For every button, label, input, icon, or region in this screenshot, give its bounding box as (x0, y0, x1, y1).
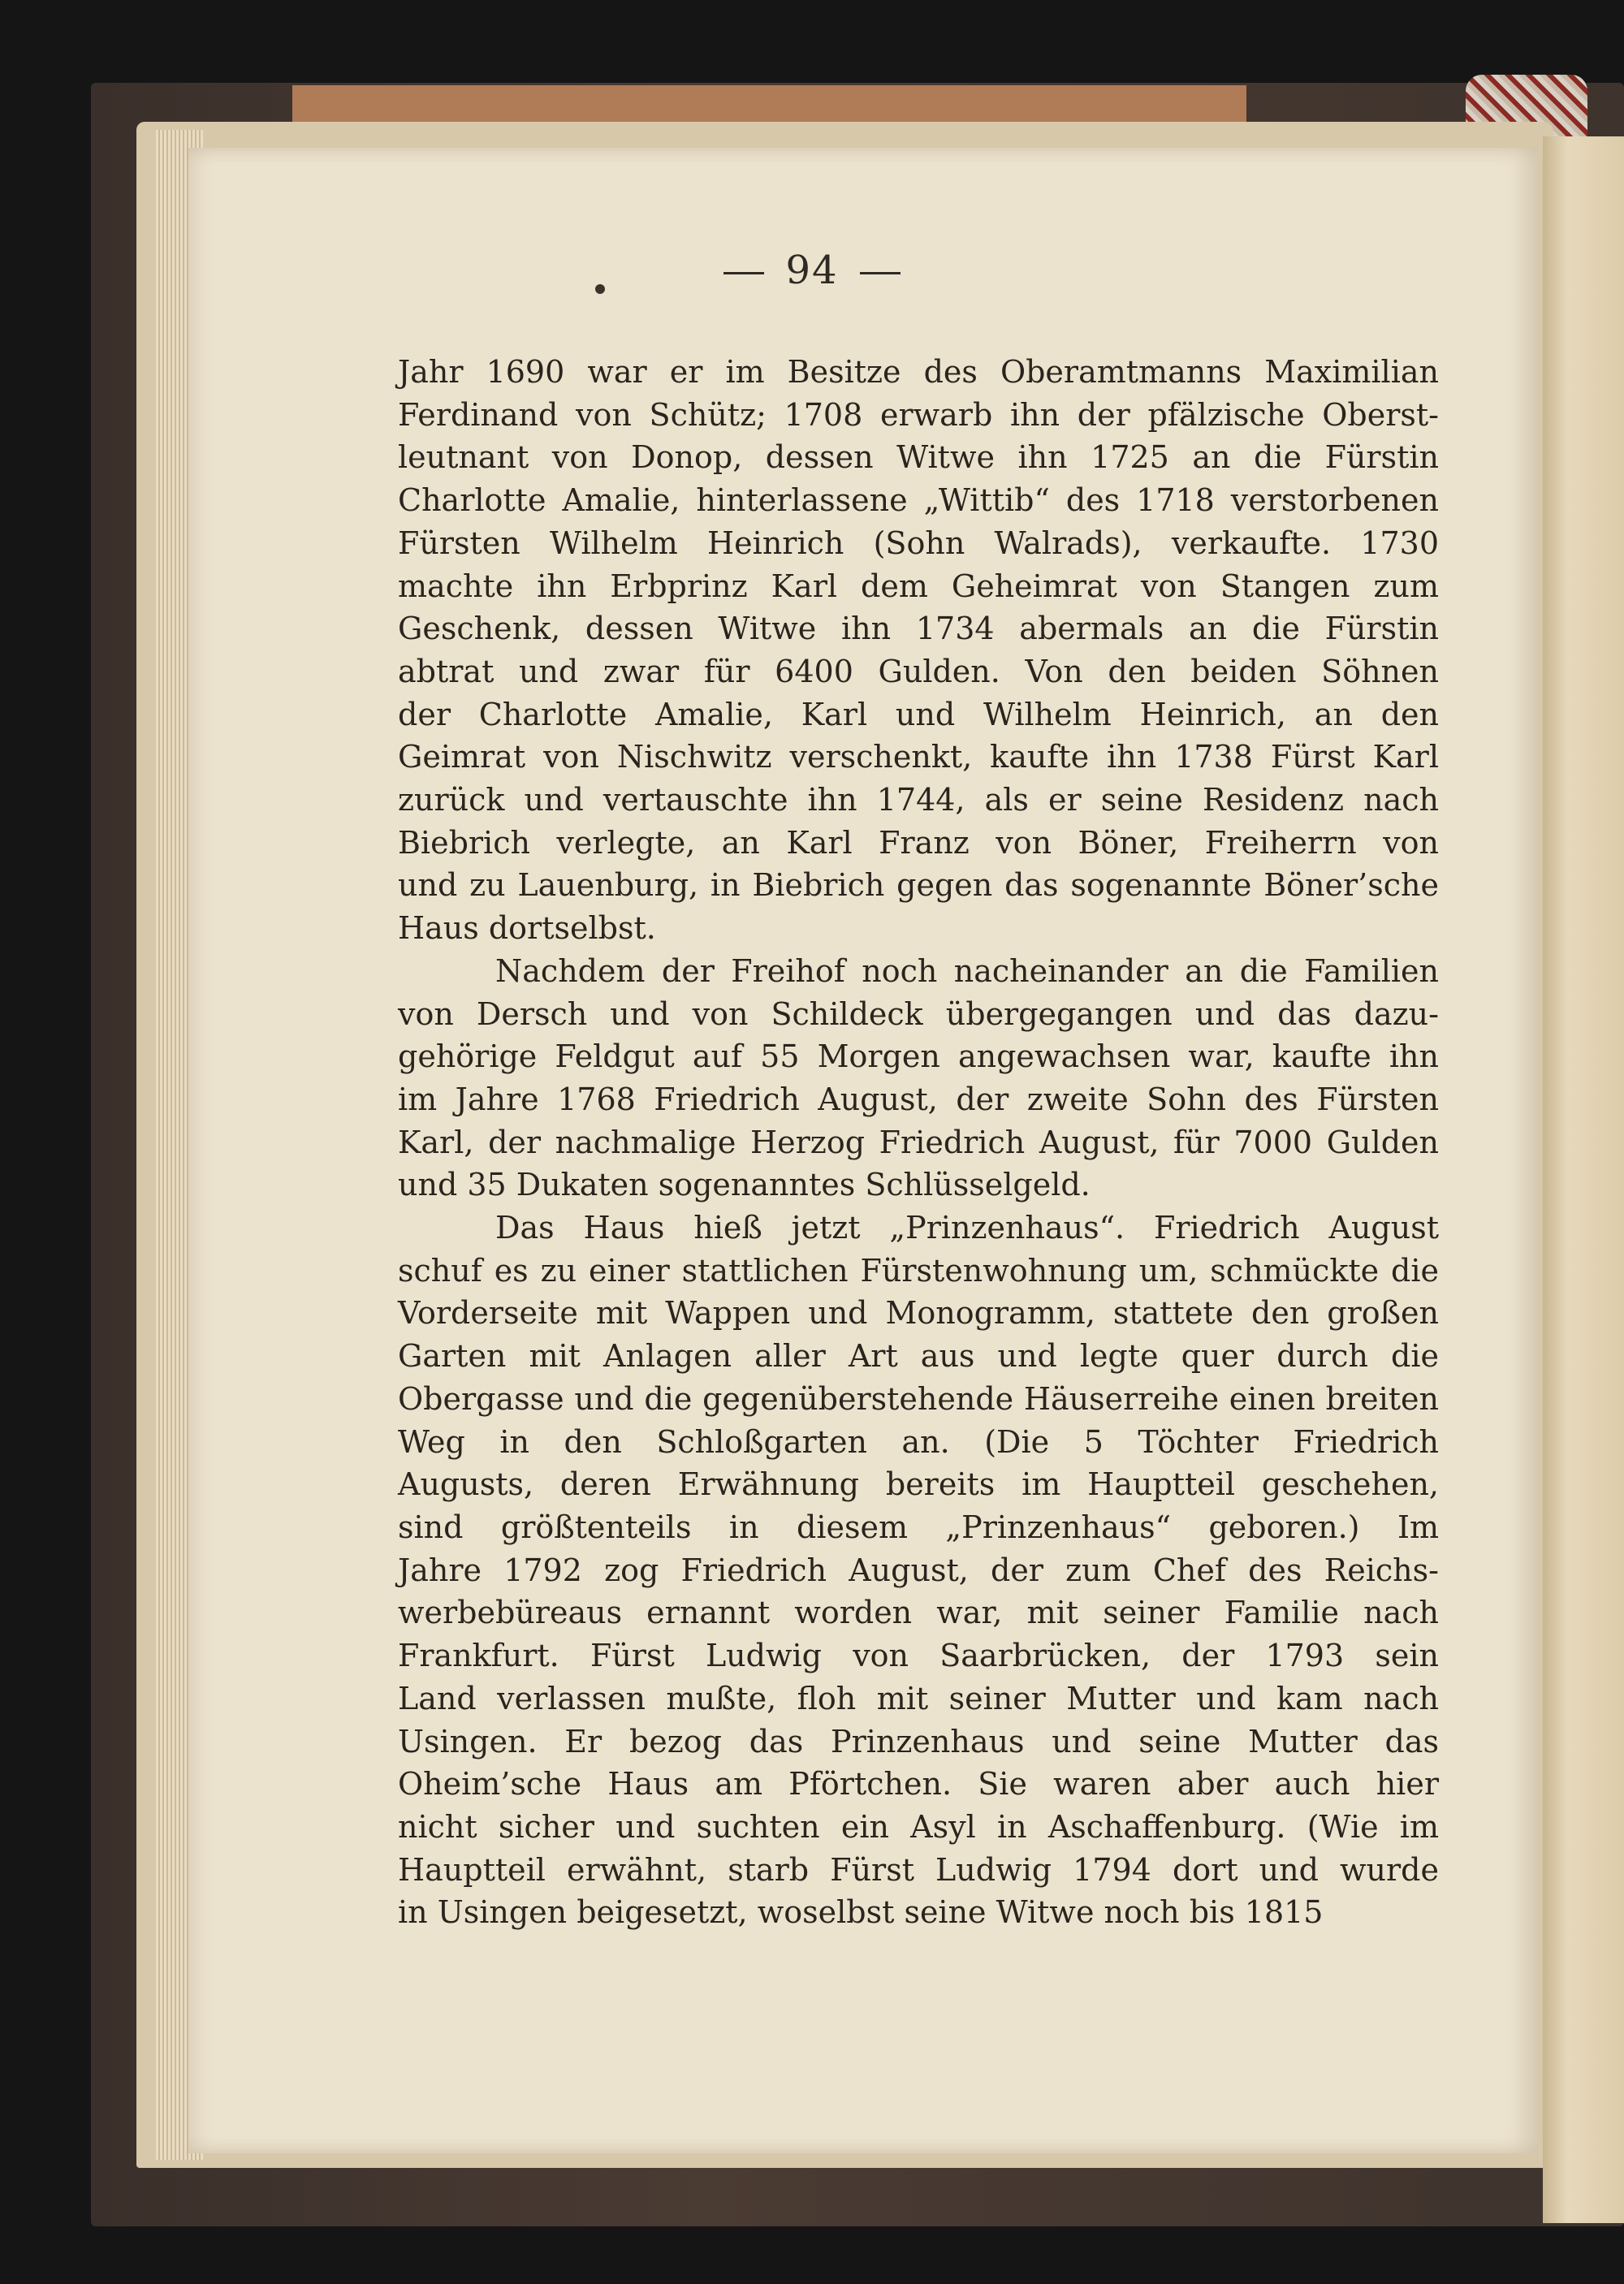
text-line: machte ihn Erbprinz Karl dem Geheimrat von Stangen zum (398, 568, 1439, 604)
text-line: Jahr 1690 war er im Besitze des Oberamtmanns Maximilian (398, 354, 1439, 390)
text-line: Usingen. Er bezog das Prinzenhaus und seine Mutter das (398, 1723, 1439, 1759)
text-line: Nachdem der Freihof noch nacheinander an die Familien (495, 952, 1439, 989)
text-line: Hauptteil erwähnt, starb Fürst Ludwig 1794 dort und wurde (398, 1851, 1439, 1888)
page-number (0, 248, 1624, 293)
text-line: in Usingen beigesetzt, woselbst seine Witwe noch bis 1815 (398, 1894, 1324, 1931)
text-line: Obergasse und die gegenüberstehende Häuserreihe einen breiten (398, 1380, 1439, 1417)
text-line: Frankfurt. Fürst Ludwig von Saarbrücken, der 1793 sein (398, 1638, 1439, 1674)
text-line: Karl, der nachmalige Herzog Friedrich August, für 7000 Gulden (398, 1124, 1439, 1160)
text-line: Geimrat von Nischwitz verschenkt, kaufte ihn 1738 Fürst Karl (398, 739, 1439, 775)
dash-left (723, 272, 764, 274)
facing-page-edge (1543, 136, 1624, 2223)
text-line: Das Haus hieß jetzt „Prinzenhaus“. Friedrich August (495, 1210, 1439, 1246)
text-line: sind größtenteils in diesem „Prinzenhaus“ geboren.) Im (398, 1509, 1439, 1545)
text-line: Geschenk, dessen Witwe ihn 1734 abermals an die Fürstin (398, 611, 1439, 647)
text-line: Charlotte Amalie, hinterlassene „Wittib“ des 1718 verstorbenen (398, 482, 1439, 519)
text-line: Garten mit Anlagen aller Art aus und legte quer durch die (398, 1338, 1439, 1375)
dash-right (860, 272, 901, 274)
paragraph (398, 950, 1439, 1207)
text-line: der Charlotte Amalie, Karl und Wilhelm Heinrich, an den (398, 696, 1439, 732)
text-line: leutnant von Donop, dessen Witwe ihn 1725 an die Fürstin (398, 439, 1439, 476)
text-line: Ferdinand von Schütz; 1708 erwarb ihn der pfälzische Oberst- (398, 396, 1439, 433)
text-line: im Jahre 1768 Friedrich August, der zweite Sohn des Fürsten (398, 1081, 1439, 1117)
text-line: und 35 Dukaten sogenanntes Schlüsselgeld. (398, 1167, 1091, 1203)
text-line: schuf es zu einer stattlichen Fürstenwohnung um, schmückte die (398, 1252, 1439, 1289)
text-line: Jahre 1792 zog Friedrich August, der zum Chef des Reichs- (398, 1552, 1439, 1588)
text-line: Vorderseite mit Wappen und Monogramm, stattete den großen (398, 1295, 1439, 1332)
text-line: zurück und vertauschte ihn 1744, als er seine Residenz nach (398, 782, 1439, 818)
text-line: Haus dortselbst. (398, 910, 656, 947)
text-line: Biebrich verlegte, an Karl Franz von Böner, Freiherrn von (398, 824, 1439, 861)
page-body-text (398, 351, 1439, 1934)
text-line: Augusts, deren Erwähnung bereits im Hauptteil geschehen, (398, 1466, 1439, 1503)
text-line: Weg in den Schloßgarten an. (Die 5 Töchter Friedrich (398, 1423, 1439, 1460)
text-line: gehörige Feldgut auf 55 Morgen angewachsen war, kaufte ihn (398, 1038, 1439, 1075)
text-line: Oheim’sche Haus am Pförtchen. Sie waren aber auch hier (398, 1766, 1439, 1803)
paragraph (398, 1207, 1439, 1934)
paragraph (398, 351, 1439, 950)
text-line: Land verlassen mußte, floh mit seiner Mutter und kam nach (398, 1680, 1439, 1716)
page-number-value: 94 (785, 248, 839, 293)
text-line: und zu Lauenburg, in Biebrich gegen das sogenannte Böner’sche (398, 867, 1439, 904)
text-line: abtrat und zwar für 6400 Gulden. Von den beiden Söhnen (398, 653, 1439, 689)
text-line: nicht sicher und suchten ein Asyl in Aschaffenburg. (Wie im (398, 1808, 1439, 1845)
text-line: von Dersch und von Schildeck übergegangen und das dazu- (398, 995, 1439, 1032)
text-line: werbebüreaus ernannt worden war, mit seiner Familie nach (398, 1595, 1439, 1631)
text-line: Fürsten Wilhelm Heinrich (Sohn Walrads), verkaufte. 1730 (398, 525, 1439, 561)
